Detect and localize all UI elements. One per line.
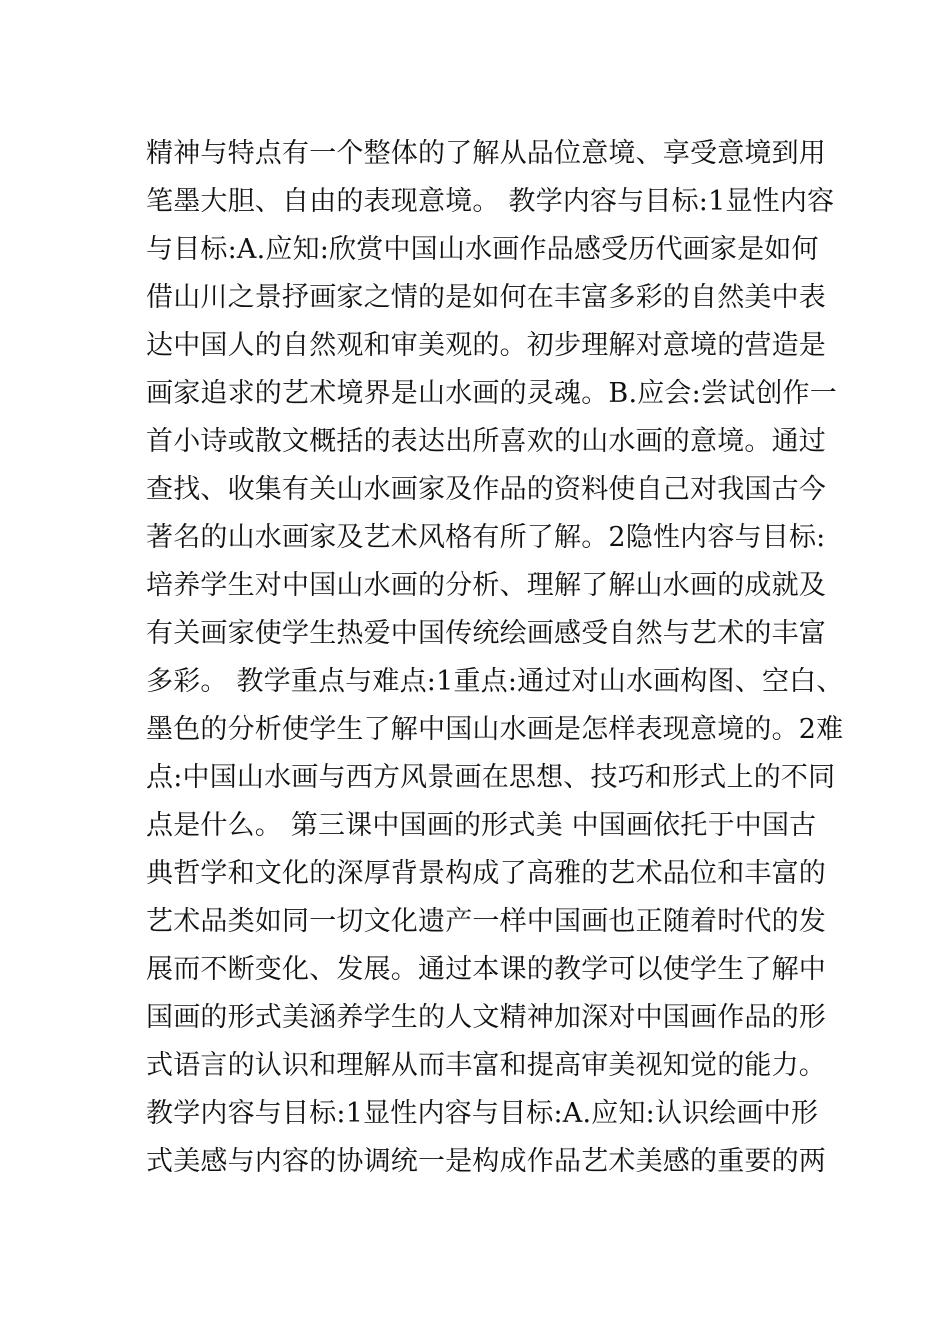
text-line: 多彩。 教学重点与难点:1重点:通过对山水画构图、空白、 [146, 666, 844, 697]
text-line: 著名的山水画家及艺术风格有所了解。2隐性内容与目标: [146, 522, 826, 553]
text-line: 借山川之景抒画家之情的是如何在丰富多彩的自然美中表 [146, 282, 826, 313]
text-line: 笔墨大胆、自由的表现意境。 教学内容与目标:1显性内容 [146, 186, 835, 217]
text-line: 式美感与内容的协调统一是构成作品艺术美感的重要的两 [146, 1146, 826, 1177]
text-line: 墨色的分析使学生了解中国山水画是怎样表现意境的。2难 [146, 714, 844, 745]
text-line: 教学内容与目标:1显性内容与目标:A.应知:认识绘画中形 [146, 1098, 819, 1129]
text-line: 首小诗或散文概括的表达出所喜欢的山水画的意境。通过 [146, 426, 826, 457]
text-line: 国画的形式美涵养学生的人文精神加深对中国画作品的形 [146, 1002, 826, 1033]
body-text [146, 130, 844, 1186]
text-line: 点是什么。 第三课中国画的形式美 中国画依托于中国古 [146, 810, 817, 841]
text-line: 艺术品类如同一切文化遗产一样中国画也正随着时代的发 [146, 906, 826, 937]
text-line: 与目标:A.应知:欣赏中国山水画作品感受历代画家是如何 [146, 234, 819, 265]
text-line: 画家追求的艺术境界是山水画的灵魂。B.应会:尝试创作一 [146, 378, 837, 409]
text-line: 点:中国山水画与西方风景画在思想、技巧和形式上的不同 [146, 762, 836, 793]
text-line: 式语言的认识和理解从而丰富和提高审美视知觉的能力。 [146, 1050, 826, 1081]
text-line: 达中国人的自然观和审美观的。初步理解对意境的营造是 [146, 330, 826, 361]
text-line: 精神与特点有一个整体的了解从品位意境、享受意境到用 [146, 138, 826, 169]
text-line: 查找、收集有关山水画家及作品的资料使自己对我国古今 [146, 474, 826, 505]
text-line: 有关画家使学生热爱中国传统绘画感受自然与艺术的丰富 [146, 618, 826, 649]
text-line: 展而不断变化、发展。通过本课的教学可以使学生了解中 [146, 954, 826, 985]
text-line: 典哲学和文化的深厚背景构成了高雅的艺术品位和丰富的 [146, 858, 826, 889]
text-line: 培养学生对中国山水画的分析、理解了解山水画的成就及 [146, 570, 826, 601]
